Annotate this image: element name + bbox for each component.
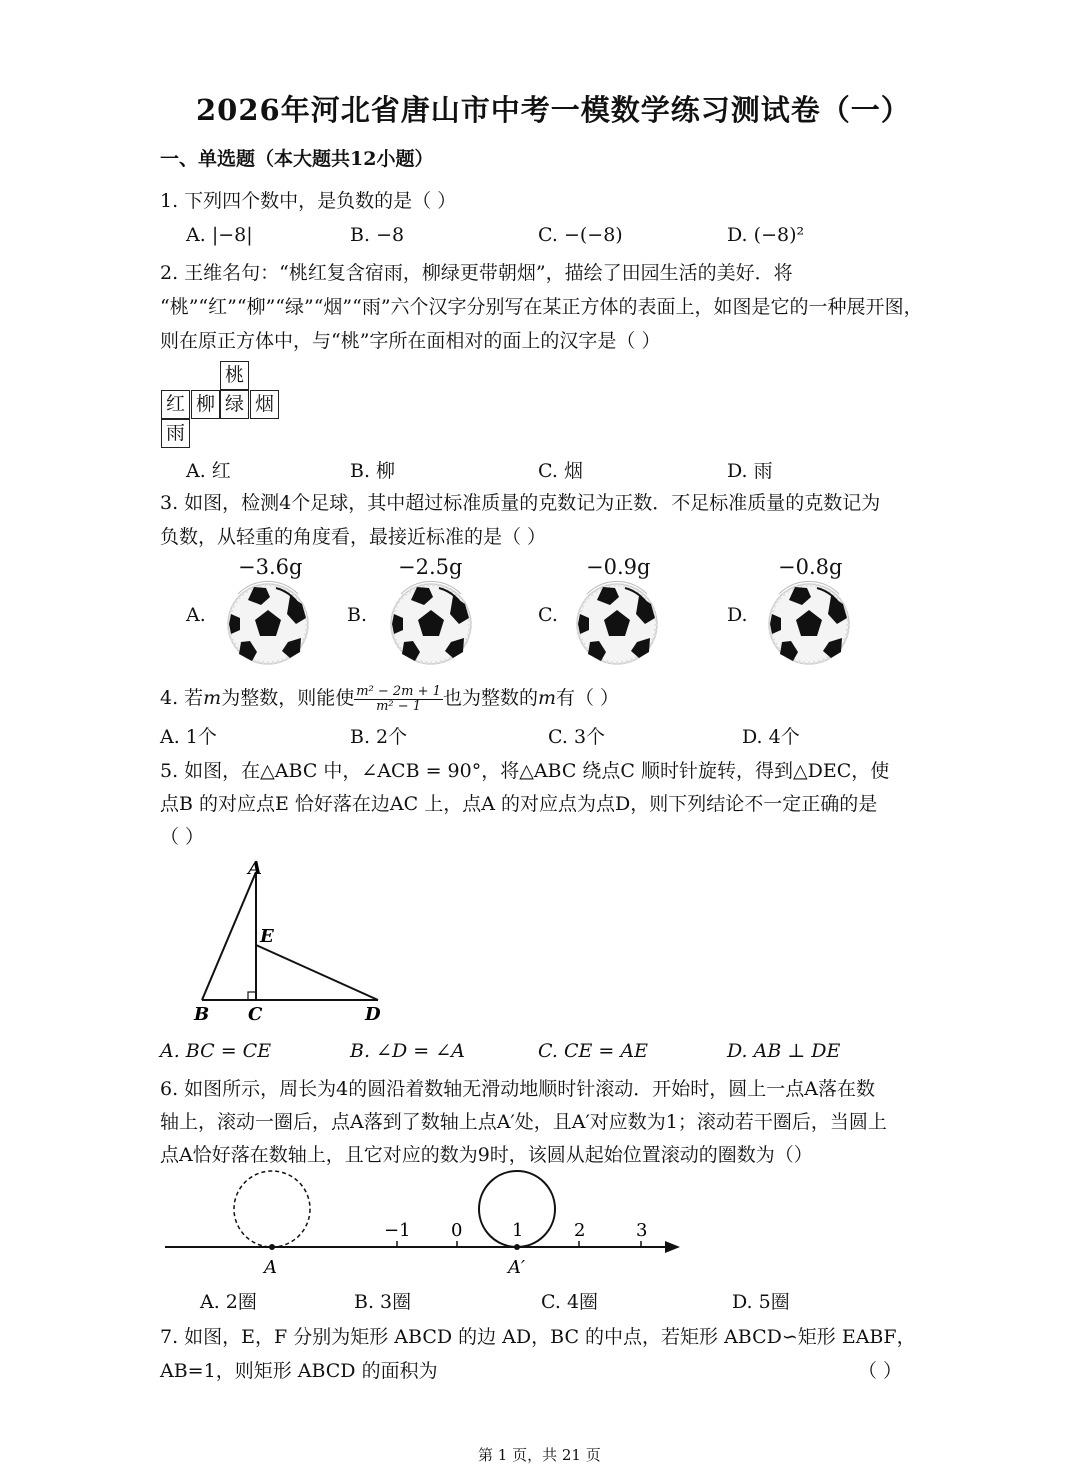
q1-option-c[interactable] (538, 224, 623, 246)
q7-line-2: AB=1，则矩形 ABCD 的面积为 (160, 1360, 438, 1382)
q3-weight-b: −2.5g (398, 555, 463, 579)
tick-label-neg1: −1 (384, 1220, 411, 1241)
cube-face-yan: 烟 (250, 390, 279, 419)
q2-line-3: 则在原正方体中，与“桃”字所在面相对的面上的汉字是（ ） (160, 330, 661, 352)
cube-face-liu: 柳 (191, 390, 220, 419)
q4-option-b[interactable]: B. 2个 (350, 726, 408, 748)
q7-line-1: 7. 如图，E，F 分别为矩形 ABCD 的边 AD，BC 的中点，若矩形 ABCD∽矩形 EABF， (160, 1326, 916, 1348)
q1-value-c: −(−8) (563, 224, 623, 246)
q2-option-d[interactable]: D. 雨 (727, 460, 773, 482)
point-label-b: B (194, 1004, 210, 1025)
q4-text-mid2: 也为整数的 (442, 687, 538, 709)
point-a-dot (269, 1244, 275, 1250)
q3-weight-d: −0.8g (778, 555, 843, 579)
q5-option-c[interactable]: C. CE = AE (538, 1040, 648, 1062)
q6-option-d[interactable]: D. 5圈 (732, 1291, 790, 1313)
segment-ab (202, 872, 256, 1000)
q1-stem: 1. 下列四个数中，是负数的是（ ） (160, 190, 457, 212)
q4-denominator: m² − 1 (376, 698, 422, 714)
point-label-d: D (365, 1004, 381, 1025)
number-line-figure (160, 1165, 690, 1280)
soccer-ball-d-icon (765, 580, 853, 668)
cube-face-yu: 雨 (161, 419, 190, 448)
triangle-figure (180, 850, 410, 1030)
q6-option-a[interactable]: A. 2圈 (200, 1291, 257, 1313)
point-label-a-prime: A′ (508, 1257, 526, 1278)
point-label-e: E (260, 926, 274, 947)
q4-text-post: 有（ ） (556, 687, 620, 709)
q6-line-1: 6. 如图所示，周长为4的圆沿着数轴无滑动地顺时针滚动．开始时，圆上一点A落在数 (160, 1078, 875, 1100)
tick-label-0: 0 (451, 1220, 463, 1241)
q4-numerator: m² − 2m + 1 (356, 683, 441, 699)
q1-value-a: |−8| (211, 224, 253, 246)
right-angle-mark (248, 992, 256, 1000)
point-label-c: C (248, 1004, 263, 1025)
axis-arrow-icon (665, 1241, 680, 1253)
q2-line-2: “桃”“红”“柳”“绿”“烟”“雨”六个汉字分别写在某正方体的表面上，如图是它的一种展开图， (160, 296, 923, 318)
q1-option-d[interactable] (727, 224, 804, 246)
tick-label-3: 3 (636, 1220, 648, 1241)
q5-option-a[interactable]: A. BC = CE (160, 1040, 272, 1062)
section-heading: 一、单选题（本大题共12小题） (160, 148, 434, 170)
page-title: 2026年河北省唐山市中考一模数学练习测试卷（一） (196, 93, 911, 127)
q3-option-c[interactable]: C. (538, 604, 558, 626)
q5-line-1: 5. 如图，在△ABC 中，∠ACB = 90°，将△ABC 绕点C 顺时针旋转，得到△DEC，使 (160, 760, 890, 782)
point-label-a: A (264, 1257, 277, 1278)
q6-line-3: 点A恰好落在数轴上，且它对应的数为9时，该圆从起始位置滚动的圈数为（） (160, 1144, 813, 1166)
q2-option-c[interactable]: C. 烟 (538, 460, 583, 482)
q4-text-pre: 4. 若 (160, 687, 204, 709)
q2-option-a[interactable]: A. 红 (186, 460, 231, 482)
q4-option-d[interactable]: D. 4个 (742, 726, 800, 748)
q4-var-m2: m (537, 687, 556, 709)
q4-text-mid: 为整数，则能使 (221, 687, 355, 709)
q4-var-m: m (203, 687, 222, 709)
q7-answer-paren: （ ） (858, 1360, 903, 1382)
soccer-ball-b-icon (387, 580, 475, 668)
q3-line-2: 负数，从轻重的角度看，最接近标准的是（ ） (160, 526, 547, 548)
q3-option-b[interactable]: B. (347, 604, 368, 626)
page-number: 第 1 页，共 21 页 (478, 1446, 601, 1464)
q2-option-b[interactable]: B. 柳 (350, 460, 396, 482)
q5-option-d[interactable]: D. AB ⊥ DE (727, 1040, 841, 1062)
soccer-ball-c-icon (573, 580, 661, 668)
cube-face-tao: 桃 (220, 361, 249, 390)
q5-line-3: （ ） (160, 826, 205, 848)
q1-value-b: −8 (376, 224, 405, 246)
q2-line-1: 2. 王维名句：“桃红复含宿雨，柳绿更带朝烟”，描绘了田园生活的美好．将 (160, 262, 793, 284)
q3-weight-a: −3.6g (238, 555, 303, 579)
tick-label-1: 1 (512, 1220, 524, 1241)
tick-label-2: 2 (574, 1220, 586, 1241)
q5-line-2: 点B 的对应点E 恰好落在边AC 上，点A 的对应点为点D，则下列结论不一定正确的是 (160, 793, 878, 815)
q3-option-d[interactable]: D. (727, 604, 748, 626)
q4-stem (160, 683, 619, 714)
q1-value-d: (−8)² (753, 224, 805, 246)
cube-face-lv: 绿 (220, 390, 249, 419)
q4-option-c[interactable]: C. 3个 (548, 726, 606, 748)
point-a-prime-dot (514, 1244, 520, 1250)
cube-face-hong: 红 (161, 390, 190, 419)
q4-fraction (354, 685, 443, 714)
q1-label-b: B. (350, 224, 371, 246)
circle-start (234, 1171, 310, 1247)
q1-label-c: C. (538, 224, 558, 246)
q3-weight-c: −0.9g (586, 555, 651, 579)
soccer-ball-a-icon (224, 580, 312, 668)
segment-ed (256, 945, 378, 1000)
q1-label-a: A. (186, 224, 206, 246)
q3-option-a[interactable]: A. (186, 604, 206, 626)
q6-option-c[interactable]: C. 4圈 (541, 1291, 599, 1313)
q1-option-b[interactable] (350, 224, 404, 246)
q4-option-a[interactable]: A. 1个 (160, 726, 217, 748)
q1-label-d: D. (727, 224, 748, 246)
q5-option-b[interactable]: B. ∠D = ∠A (350, 1040, 465, 1062)
point-label-a: A (248, 858, 262, 879)
q6-line-2: 轴上，滚动一圈后，点A落到了数轴上点A′处，且A′对应数为1；滚动若干圈后，当圆上 (160, 1111, 887, 1133)
q6-option-b[interactable]: B. 3圈 (354, 1291, 412, 1313)
q1-option-a[interactable] (186, 224, 253, 246)
q3-line-1: 3. 如图，检测4个足球，其中超过标准质量的克数记为正数．不足标准质量的克数记为 (160, 492, 881, 514)
